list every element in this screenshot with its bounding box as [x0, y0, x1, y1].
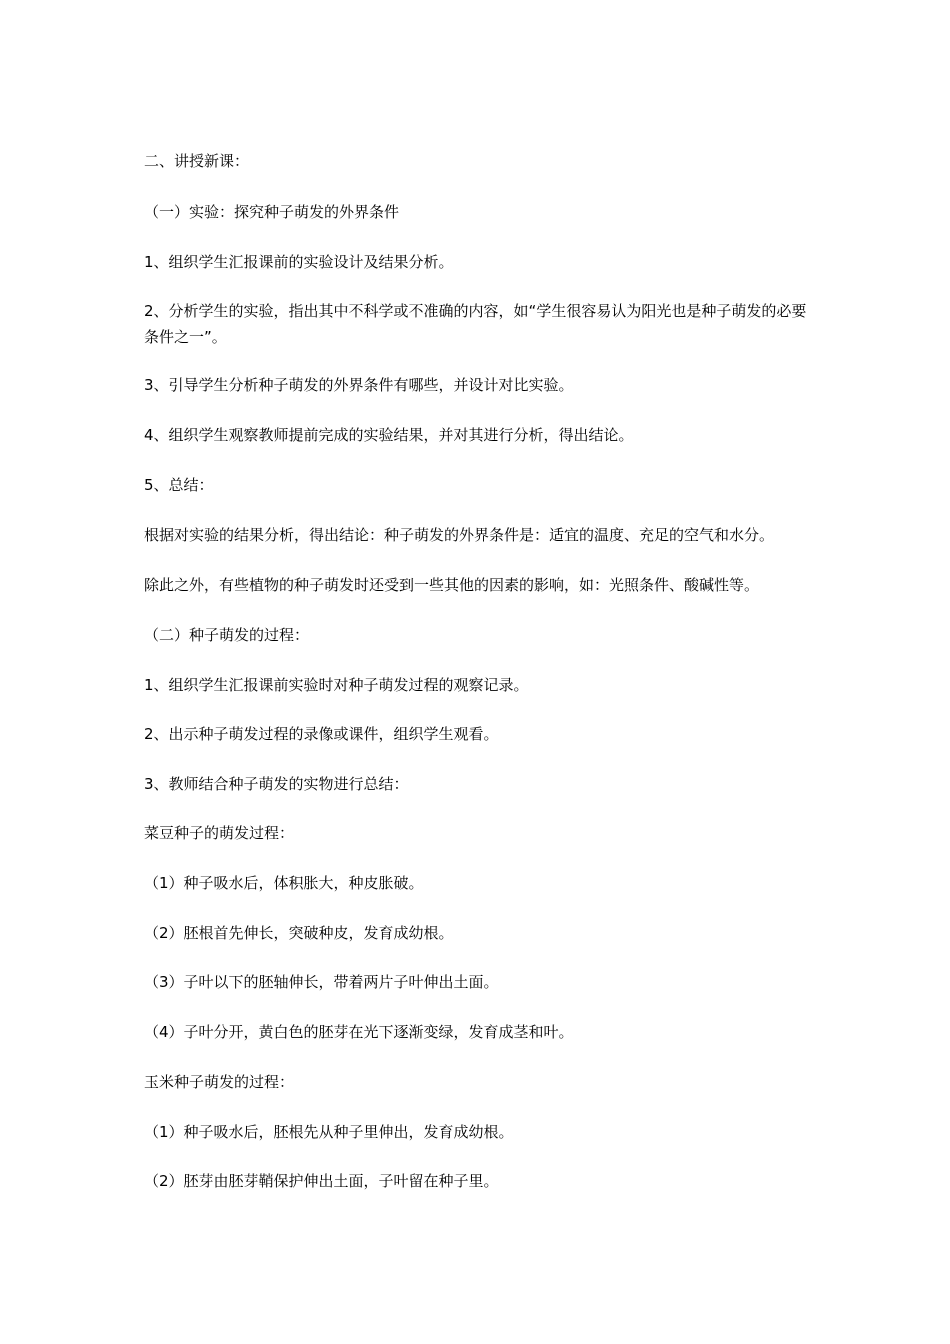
paragraph: 2、出示种子萌发过程的录像或课件，组织学生观看。: [144, 725, 499, 743]
paragraph: 4、组织学生观察教师提前完成的实验结果，并对其进行分析，得出结论。: [144, 426, 634, 444]
subsection-heading: （二）种子萌发的过程：: [144, 626, 310, 644]
list-item: （2）胚芽由胚芽鞘保护伸出土面，子叶留在种子里。: [144, 1172, 499, 1190]
list-item: （4）子叶分开，黄白色的胚芽在光下逐渐变绿，发育成茎和叶。: [144, 1023, 574, 1041]
paragraph: 玉米种子萌发的过程：: [144, 1073, 295, 1091]
paragraph: 菜豆种子的萌发过程：: [144, 824, 295, 842]
list-item: （2）胚根首先伸长，突破种皮，发育成幼根。: [144, 924, 454, 942]
paragraph: 3、引导学生分析种子萌发的外界条件有哪些，并设计对比实验。: [144, 376, 574, 394]
paragraph: 3、教师结合种子萌发的实物进行总结：: [144, 775, 409, 793]
paragraph: 1、组织学生汇报课前实验时对种子萌发过程的观察记录。: [144, 676, 529, 694]
paragraph: 5、总结：: [144, 476, 214, 494]
list-item: （1）种子吸水后，体积胀大，种皮胀破。: [144, 874, 424, 892]
subsection-heading: （一）实验：探究种子萌发的外界条件: [144, 203, 400, 221]
list-item: （1）种子吸水后，胚根先从种子里伸出，发育成幼根。: [144, 1123, 514, 1141]
paragraph: 1、组织学生汇报课前的实验设计及结果分析。: [144, 253, 454, 271]
paragraph: 除此之外，有些植物的种子萌发时还受到一些其他的因素的影响，如：光照条件、酸碱性等。: [144, 576, 760, 594]
section-heading: 二、讲授新课：: [144, 152, 250, 170]
paragraph: 2、分析学生的实验，指出其中不科学或不准确的内容，如“学生很容易认为阳光也是种子萌发的必要条件之一”。: [144, 302, 807, 346]
list-item: （3）子叶以下的胚轴伸长，带着两片子叶伸出土面。: [144, 973, 499, 991]
paragraph: 根据对实验的结果分析，得出结论：种子萌发的外界条件是：适宜的温度、充足的空气和水分。: [144, 526, 775, 544]
